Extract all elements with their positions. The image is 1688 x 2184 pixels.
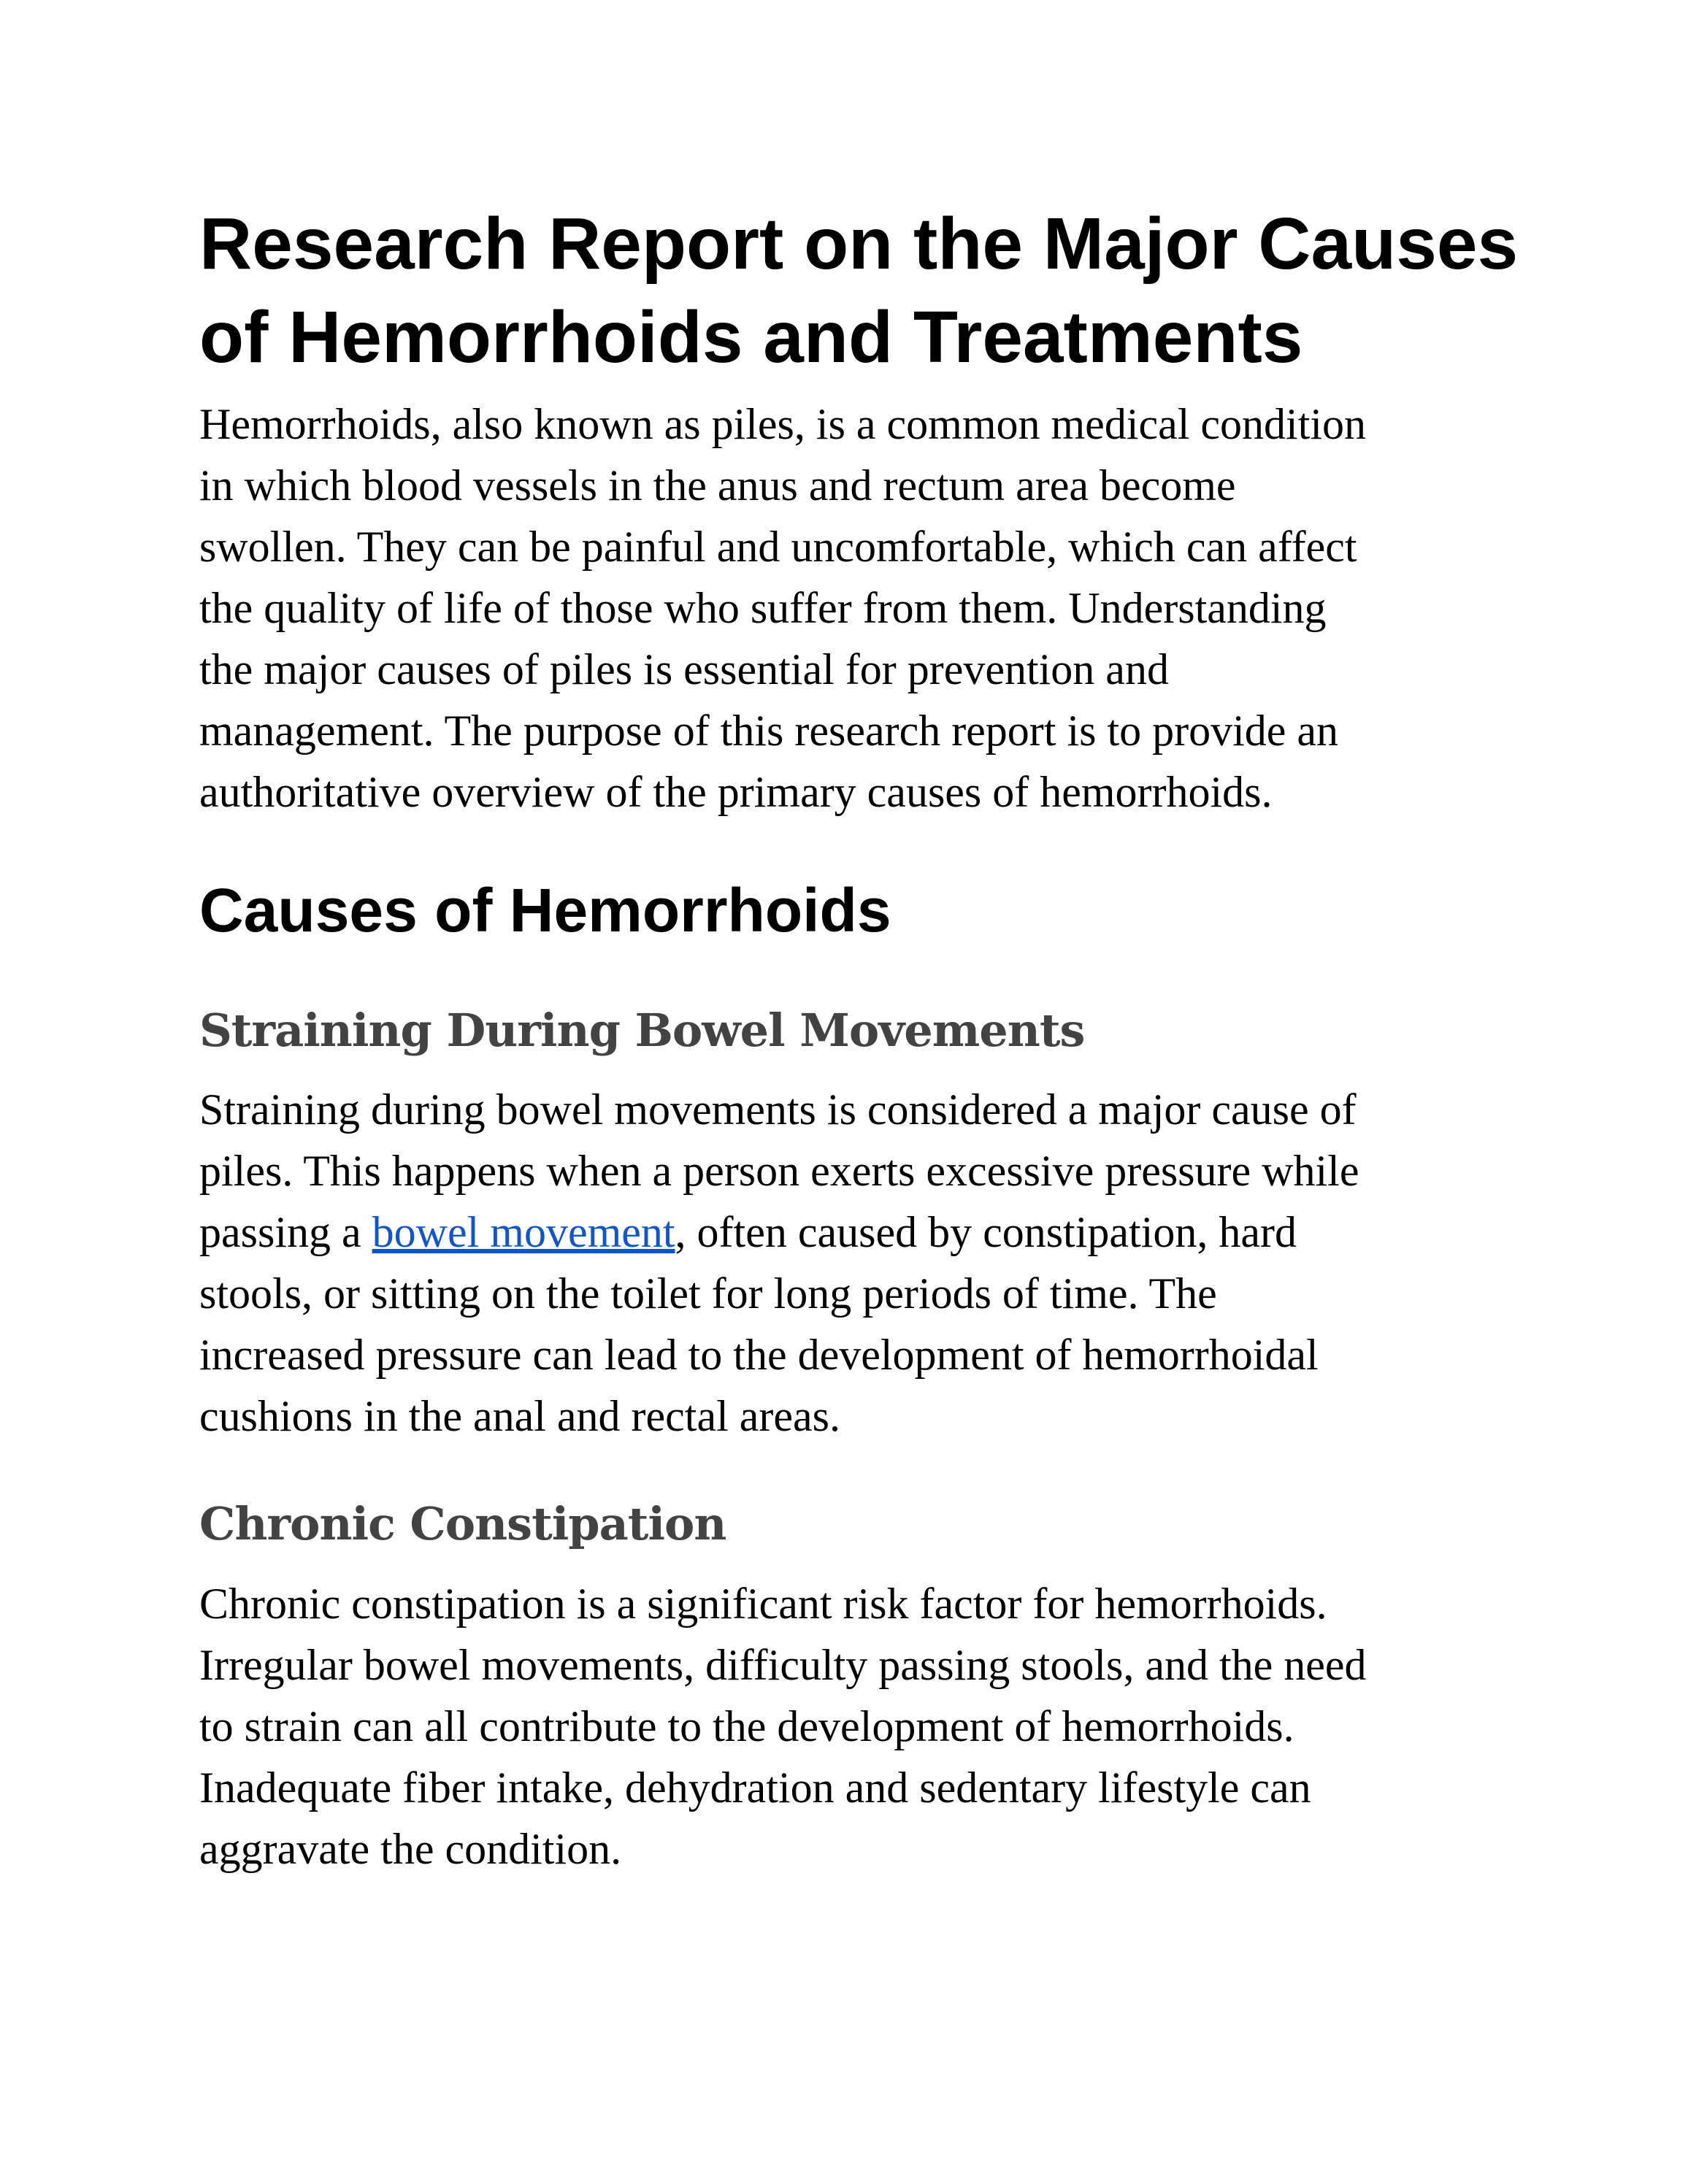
text-line: in which blood vessels in the anus and rectum area become bbox=[199, 461, 1236, 510]
text-line: Straining during bowel movements is considered a major cause of bbox=[199, 1085, 1357, 1134]
text-line: stools, or sitting on the toilet for long periods of time. The bbox=[199, 1269, 1217, 1318]
text-line: increased pressure can lead to the development of hemorrhoidal bbox=[199, 1331, 1319, 1379]
text-line: Inadequate fiber intake, dehydration and sedentary lifestyle can bbox=[199, 1764, 1311, 1812]
text-line: Irregular bowel movements, difficulty passing stools, and the need bbox=[199, 1641, 1367, 1689]
text-line: Chronic constipation is a significant risk factor for hemorrhoids. bbox=[199, 1580, 1327, 1628]
text-line: swollen. They can be painful and uncomfortable, which can affect bbox=[199, 523, 1357, 571]
text-line bbox=[199, 1201, 1359, 1263]
intro-paragraph bbox=[199, 393, 1366, 823]
text-line: to strain can all contribute to the development of hemorrhoids. bbox=[199, 1702, 1294, 1750]
text-line: the major causes of piles is essential for prevention and bbox=[199, 645, 1169, 693]
text-line: the quality of life of those who suffer from them. Understanding bbox=[199, 584, 1327, 632]
page-title bbox=[199, 197, 1518, 384]
title-line: of Hemorrhoids and Treatments bbox=[199, 296, 1303, 378]
text-line: aggravate the condition. bbox=[199, 1825, 622, 1873]
text-line: authoritative overview of the primary causes of hemorrhoids. bbox=[199, 768, 1273, 816]
text-line: cushions in the anal and rectal areas. bbox=[199, 1392, 840, 1440]
text-line: management. The purpose of this research report is to provide an bbox=[199, 707, 1339, 755]
bowel-movement-link[interactable]: bowel movement bbox=[372, 1208, 675, 1256]
text-line: Hemorrhoids, also known as piles, is a common medical condition bbox=[199, 400, 1367, 448]
constipation-paragraph bbox=[199, 1573, 1367, 1880]
section-heading: Causes of Hemorrhoids bbox=[199, 876, 891, 945]
text-span: passing a bbox=[199, 1208, 372, 1256]
text-span: , often caused by constipation, hard bbox=[675, 1208, 1297, 1256]
subheading-straining: Straining During Bowel Movements bbox=[199, 1004, 1085, 1057]
title-line: Research Report on the Major Causes bbox=[199, 203, 1519, 285]
subheading-constipation: Chronic Constipation bbox=[199, 1497, 726, 1550]
straining-paragraph bbox=[199, 1079, 1359, 1447]
text-line: piles. This happens when a person exerts excessive pressure while bbox=[199, 1147, 1359, 1195]
